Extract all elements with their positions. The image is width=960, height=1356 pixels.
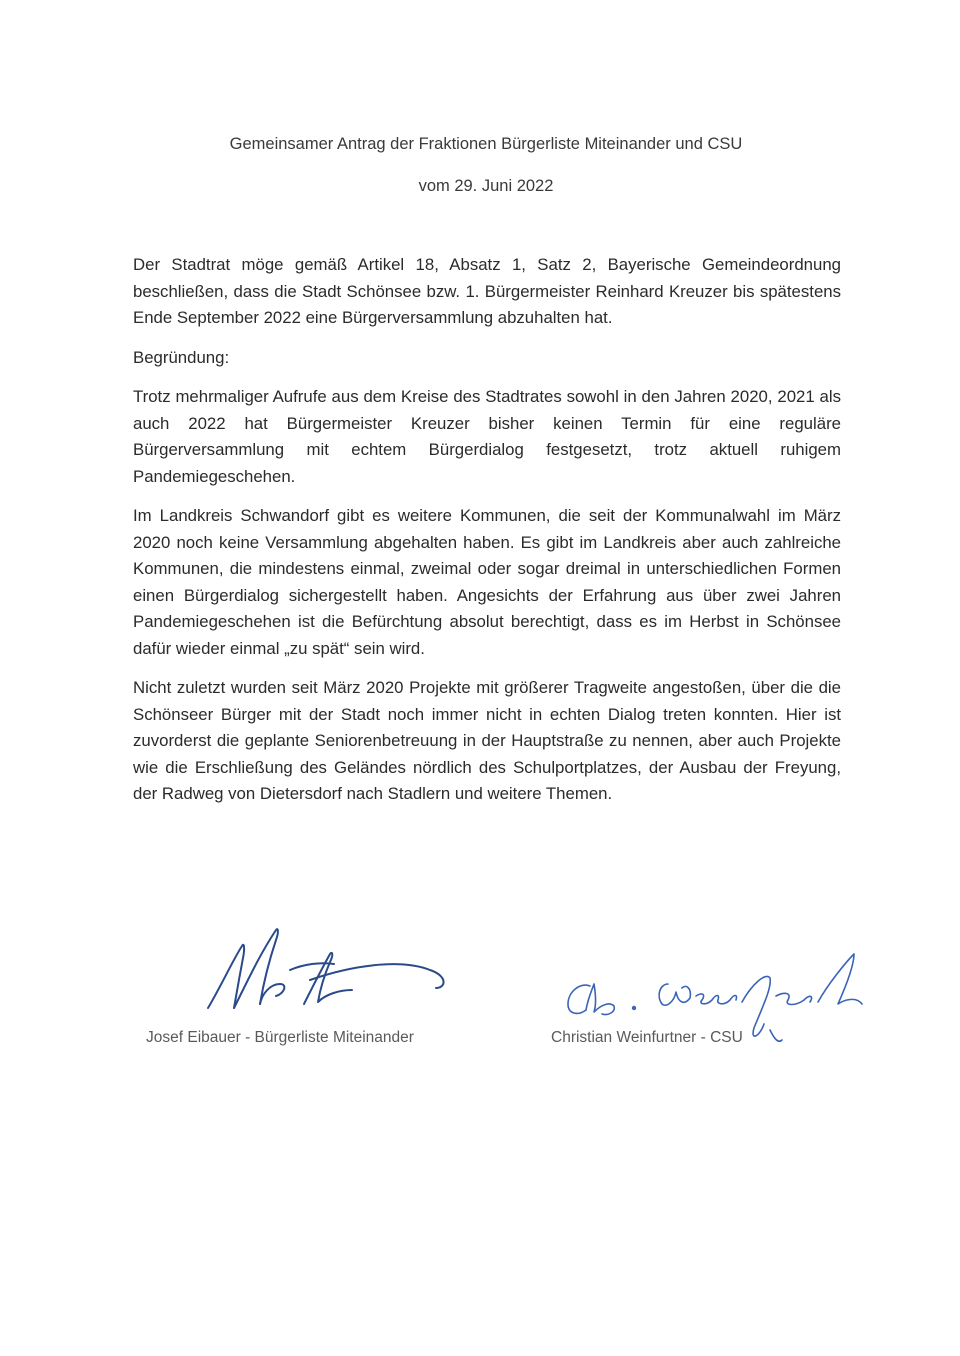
justification-paragraph-2: Im Landkreis Schwandorf gibt es weitere Kommunen, die seit der Kommunalwahl im März 2020 noch keine Versammlung abgehalten haben. Es gibt im Landkreis aber auch zahlreiche Kommunen, die mindestens einmal, zweimal oder sogar dreimal in unterschiedlichen Formen einen Bürgerdialog sichergestellt haben. Angesichts der Erfahrung aus über zwei Jahren Pandemiegeschehen ist die Befürchtung absolut berechtigt, dass es im Herbst in Schönsee dafür wieder einmal „zu spät“ sein wird. — [133, 506, 841, 658]
justification-paragraph-1: Trotz mehrmaliger Aufrufe aus dem Kreise des Stadtrates sowohl in den Jahren 2020, 2021 als auch 2022 hat Bürgermeister Kreuzer bisher keinen Termin für eine reguläre Bürgerversammlung mit echtem Bürgerdialog festgesetzt, trotz aktuell ruhigem Pandemiegeschehen. — [133, 387, 841, 486]
signatory-name-weinfurtner: Christian Weinfurtner - CSU — [551, 1029, 743, 1046]
document-body — [133, 252, 841, 821]
signature-eibauer — [200, 918, 460, 1018]
motion-paragraph: Der Stadtrat möge gemäß Artikel 18, Absatz 1, Satz 2, Bayerische Gemeindeordnung beschließen, dass die Stadt Schönsee bzw. 1. Bürgermeister Reinhard Kreuzer bis spätestens Ende September 2022 eine Bürgerversammlung abzuhalten hat. — [133, 255, 841, 327]
document-date: vom 29. Juni 2022 — [418, 177, 554, 195]
document-title: Gemeinsamer Antrag der Fraktionen Bürgerliste Miteinander und CSU — [229, 135, 743, 153]
justification-paragraph-3: Nicht zuletzt wurden seit März 2020 Projekte mit größerer Tragweite angestoßen, über die die Schönseer Bürger mit der Stadt noch immer nicht in echten Dialog treten konnten. Hier ist zuvorderst die geplante Seniorenbetreuung in der Hauptstraße zu nennen, aber auch Projekte wie die Erschließung des Geländes nördlich des Schulportplatzes, der Ausbau der Freyung, der Radweg von Dietersdorf nach Stadlern und weitere Themen. — [133, 678, 841, 803]
signatory-name-eibauer: Josef Eibauer - Bürgerliste Miteinander — [146, 1029, 414, 1046]
justification-heading: Begründung: — [133, 347, 230, 367]
